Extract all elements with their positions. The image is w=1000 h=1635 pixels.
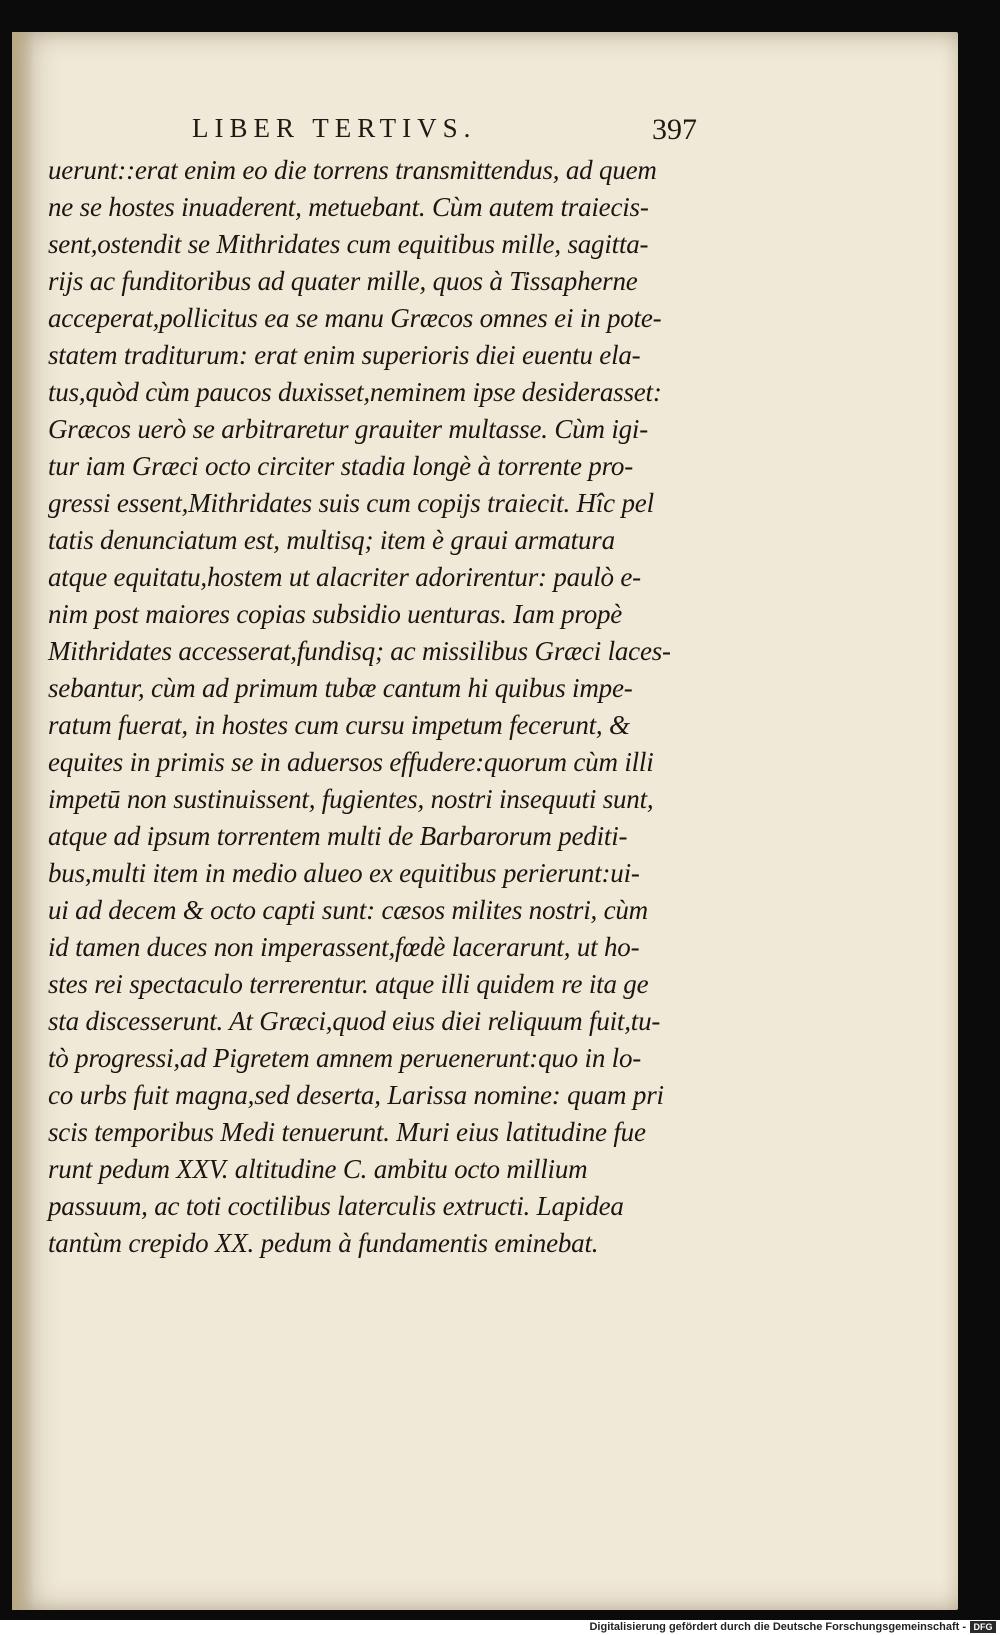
text-line: tatis denunciatum est, multisq; item è graui armatura (48, 525, 615, 555)
text-line: acceperat,pollicitus ea se manu Græcos omnes ei in pote- (48, 303, 662, 333)
text-line: uerunt::erat enim eo die torrens transmittendus, ad quem (48, 155, 657, 185)
running-head: LIBER TERTIVS. (192, 113, 477, 143)
text-line: sta discesserunt. At Græci,quod eius diei reliquum fuit,tu- (48, 1006, 661, 1036)
text-line: stes rei spectaculo terrerentur. atque illi quidem re ita ge (48, 969, 649, 999)
text-line: sent,ostendit se Mithridates cum equitibus mille, sagitta- (48, 229, 649, 259)
text-block (48, 152, 700, 1262)
page-gutter-shadow (12, 32, 34, 1610)
text-line: atque ad ipsum torrentem multi de Barbarorum pediti- (48, 821, 628, 851)
text-line: sebantur, cùm ad primum tubæ cantum hi quibus impe- (48, 673, 633, 703)
text-line: tus,quòd cùm paucos duxisset,neminem ipse desiderasset: (48, 377, 662, 407)
text-line: Græcos uerò se arbitraretur grauiter multasse. Cùm igi- (48, 414, 649, 444)
text-line: impetū non sustinuissent, fugientes, nostri insequuti sunt, (48, 784, 654, 814)
text-line: statem traditurum: erat enim superioris diei euentu ela- (48, 340, 641, 370)
page-number: 397 (652, 113, 697, 146)
text-line: rijs ac funditoribus ad quater mille, quos à Tissapherne (48, 266, 638, 296)
text-line: tò progressi,ad Pigretem amnem peruenerunt:quo in lo- (48, 1043, 642, 1073)
text-line: runt pedum XXV. altitudine C. ambitu octo millium (48, 1154, 588, 1184)
dfg-logo: DFG (970, 1621, 996, 1633)
text-line: co urbs fuit magna,sed deserta, Larissa nomine: quam pri (48, 1080, 664, 1110)
digitization-credit: Digitalisierung gefördert durch die Deutsche Forschungsgemeinschaft - (589, 1621, 966, 1633)
text-line: bus,multi item in medio alueo ex equitibus perierunt:ui- (48, 858, 640, 888)
text-line: ne se hostes inuaderent, metuebant. Cùm autem traiecis- (48, 192, 649, 222)
text-line: scis temporibus Medi tenuerunt. Muri eius latitudine fue (48, 1117, 646, 1147)
text-line: tur iam Græci octo circiter stadia longè à torrente pro- (48, 451, 633, 481)
text-line: passuum, ac toti coctilibus laterculis extructi. Lapidea (48, 1191, 624, 1221)
text-line: atque equitatu,hostem ut alacriter adorirentur: paulò e- (48, 562, 641, 592)
text-line: equites in primis se in aduersos effudere:quorum cùm illi (48, 747, 654, 777)
text-line: tantùm crepido XX. pedum à fundamentis eminebat. (48, 1228, 599, 1258)
text-line: id tamen duces non imperassent,fœdè lacerarunt, ut ho- (48, 932, 640, 962)
text-line: ui ad decem & octo capti sunt: cæsos milites nostri, cùm (48, 895, 648, 925)
text-line: ratum fuerat, in hostes cum cursu impetum fecerunt, & (48, 710, 630, 740)
text-line: Mithridates accesserat,fundisq; ac missilibus Græci laces- (48, 636, 671, 666)
text-line: nim post maiores copias subsidio uenturas. Iam propè (48, 599, 623, 629)
text-line: gressi essent,Mithridates suis cum copijs traiecit. Hîc pel (48, 488, 654, 518)
